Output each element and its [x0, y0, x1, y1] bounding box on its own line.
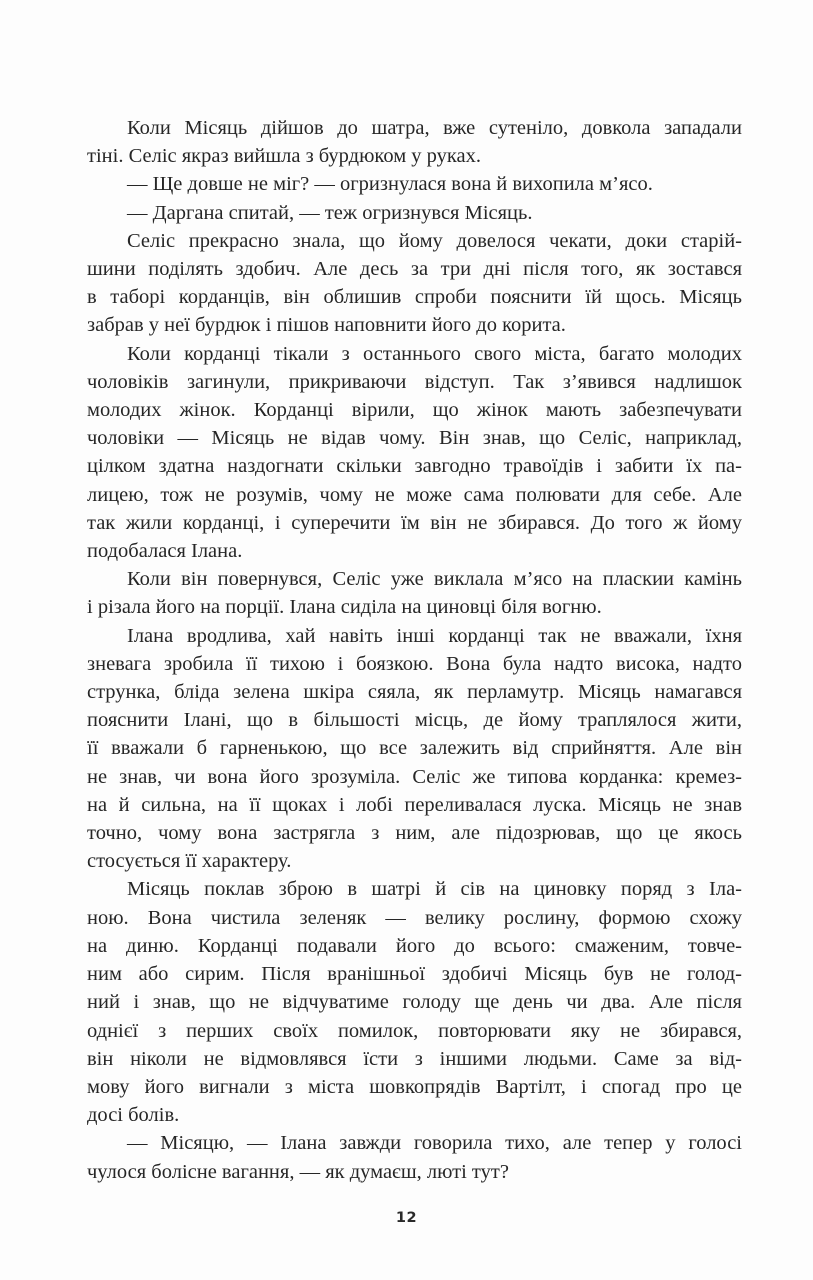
text-line: тіні. Селіс якраз вийшла з бурдюком у руках. — [87, 145, 482, 168]
paragraph — [87, 227, 742, 340]
text-line: точно, чому вона застрягла з ним, але підозрював, що це якось — [87, 822, 742, 845]
text-line: пояснити Ілані, що в більшості місць, де йому траплялося жити, — [87, 709, 742, 732]
text-line: Коли він повернувся, Селіс уже виклала м’ясо на пласкии камінь — [127, 568, 742, 591]
paragraph — [87, 340, 742, 566]
text-line: подобалася Ілана. — [87, 540, 243, 563]
text-line: чоловіків загинули, прикриваючи відступ. Так з’явився надлишок — [87, 370, 742, 393]
text-line: Коли корданці тікали з останнього свого міста, багато молодих — [127, 342, 742, 365]
text-line: так жили корданці, і суперечити їм він не збирався. До того ж йому — [87, 511, 742, 534]
text-line: чулося болісне вагання, — як думаєш, люті тут? — [87, 1160, 509, 1183]
text-line: струнка, бліда зелена шкіра сяяла, як перламутр. Місяць намагався — [87, 681, 742, 704]
text-block — [87, 114, 742, 1186]
text-line: її вважали б гарненькою, що все залежить від сприйняття. Але він — [87, 737, 742, 760]
text-line: не знав, чи вона його зрозуміла. Селіс же типова корданка: кремез- — [87, 765, 742, 788]
paragraph — [87, 199, 742, 227]
text-line: на диню. Корданці подавали його до всього: смаженим, товче- — [87, 934, 742, 957]
text-line: чоловіки — Місяць не відав чому. Він знав, що Селіс, наприклад, — [87, 427, 742, 450]
text-line: — Місяцю, — Ілана завжди говорила тихо, але тепер у голосі — [127, 1132, 742, 1155]
paragraph — [87, 875, 742, 1129]
text-line: зневага зробила її тихою і боязкою. Вона була надто висока, надто — [87, 652, 742, 675]
text-line: він ніколи не відмовлявся їсти з іншими людьми. Саме за від- — [87, 1047, 742, 1070]
text-line: молодих жінок. Корданці вірили, що жінок мають забезпечувати — [87, 399, 742, 422]
text-line: досі болів. — [87, 1104, 180, 1127]
text-line: стосується її характеру. — [87, 850, 292, 873]
page-number: 12 — [395, 1210, 418, 1226]
text-line: ною. Вона чистила зеленяк — велику рослину, формою схожу — [87, 906, 742, 929]
text-line: Місяць поклав зброю в шатрі й сів на циновку поряд з Іла- — [127, 878, 742, 901]
paragraph — [87, 565, 742, 621]
text-line: цілком здатна наздогнати скільки завгодно травоїдів і забити їх па- — [87, 455, 742, 478]
text-line: в таборі корданців, він облишив спроби пояснити їй щось. Місяць — [87, 286, 742, 309]
text-line: забрав у неї бурдюк і пішов наповнити його до корита. — [87, 314, 566, 337]
text-line: ним або сирим. Після вранішньої здобичі Місяць був не голод- — [87, 963, 742, 986]
text-line: однієї з перших своїх помилок, повторювати яку не збирався, — [87, 1019, 742, 1042]
text-line: — Ще довше не міг? — огризнулася вона й вихопила м’ясо. — [127, 173, 653, 196]
text-line: і різала його на порції. Ілана сиділа на циновці біля вогню. — [87, 596, 602, 619]
text-line: лицею, тож не розумів, чому не може сама полювати для себе. Але — [87, 483, 742, 506]
text-line: — Даргана спитай, — теж огризнувся Місяць. — [127, 201, 533, 224]
text-line: шини поділять здобич. Але десь за три дні після того, як зостався — [87, 258, 742, 281]
text-line: Ілана вродлива, хай навіть інші корданці так не вважали, їхня — [127, 624, 742, 647]
paragraph — [87, 1129, 742, 1185]
text-line: на й сильна, на її щоках і лобі переливалася луска. Місяць не знав — [87, 793, 742, 816]
text-line: Коли Місяць дійшов до шатра, вже сутеніло, довкола западали — [127, 117, 742, 139]
paragraph — [87, 114, 742, 170]
text-line: мову його вигнали з міста шовкопрядів Вартілт, і спогад про це — [87, 1075, 742, 1098]
paragraph — [87, 622, 742, 876]
text-line: ний і знав, що не відчуватиме голоду ще день чи два. Але після — [87, 991, 742, 1014]
paragraph — [87, 170, 742, 198]
text-line: Селіс прекрасно знала, що йому довелося чекати, доки старій- — [127, 229, 742, 252]
